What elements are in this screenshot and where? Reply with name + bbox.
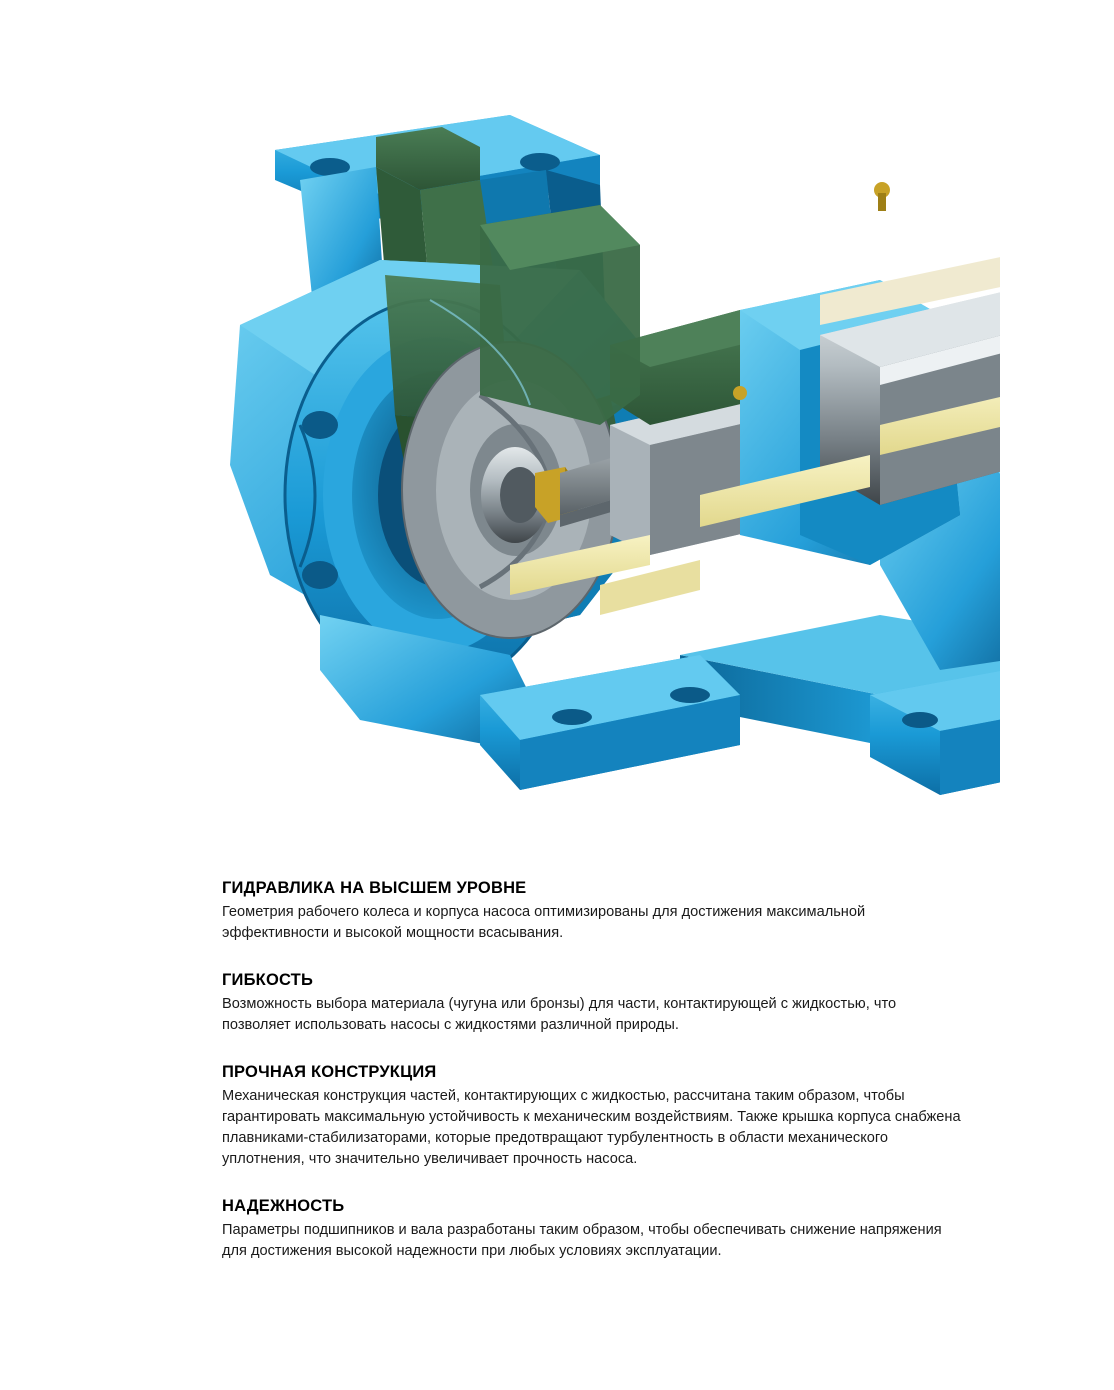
features-text-block xyxy=(222,878,962,1262)
pump-cutaway-svg xyxy=(180,95,1000,795)
section-construction-body: Механическая конструкция частей, контактирующих с жидкостью, рассчитана таким образом, чтобы гарантировать максимальную устойчивость к механическим воздействиям. Также крышка корпуса снабжена плавниками-стабилизаторами, которые предотвращают турбулентность в области механического уплотнения, что значительно увеличивает прочность насоса. xyxy=(222,1087,961,1167)
section-hydraulics-body: Геометрия рабочего колеса и корпуса насоса оптимизированы для достижения максимальной эффективности и высокой мощности всасывания. xyxy=(222,903,866,941)
section-flexibility-title: ГИБКОСТЬ xyxy=(222,970,314,989)
section-flexibility-body: Возможность выбора материала (чугуна или бронзы) для части, контактирующей с жидкостью, что позволяет использовать насосы с жидкостями различной природы. xyxy=(222,995,897,1033)
section-hydraulics xyxy=(222,878,962,944)
pump-cutaway-illustration xyxy=(180,95,1000,795)
section-reliability-body: Параметры подшипников и вала разработаны таким образом, чтобы обеспечивать снижение напряжения для достижения высокой надежности при любых условиях эксплуатации. xyxy=(222,1221,942,1259)
section-reliability-title: НАДЕЖНОСТЬ xyxy=(222,1197,345,1216)
left-foot-plate xyxy=(320,615,740,790)
section-construction xyxy=(222,1062,962,1170)
section-reliability xyxy=(222,1196,962,1262)
section-hydraulics-title: ГИДРАВЛИКА НА ВЫСШЕМ УРОВНЕ xyxy=(222,879,527,897)
section-construction-title: ПРОЧНАЯ КОНСТРУКЦИЯ xyxy=(222,1062,437,1081)
section-flexibility xyxy=(222,970,962,1036)
